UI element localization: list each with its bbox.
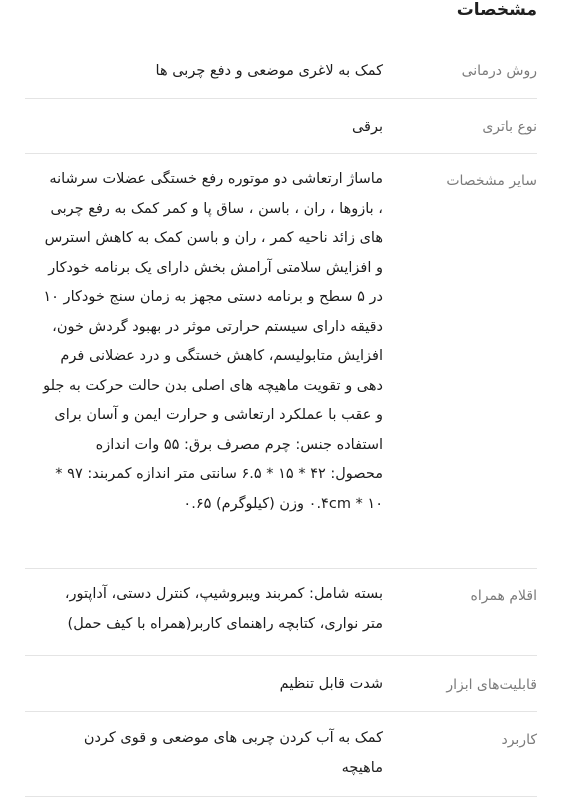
row-divider [25,98,537,99]
row-divider [25,796,537,797]
spec-value-usage: کمک به آب کردن چربی های موضعی و قوی کردن ماهیچه [83,730,383,776]
row-divider [25,655,537,656]
row-divider [25,711,537,712]
spec-label-treatment-method: روش درمانی [461,63,537,79]
row-divider [25,153,537,154]
section-title: مشخصات [456,0,537,20]
spec-label-included-items: اقلام همراه [470,588,537,604]
spec-value-treatment-method: کمک به لاغری موضعی و دفع چربی ها [155,63,383,79]
spec-label-other-specs: سایر مشخصات [446,173,537,189]
row-divider [25,568,537,569]
spec-value-other-specs: ماساژ ارتعاشی دو موتوره رفع خستگی عضلات سرشانه ، بازوها ، ران ، باسن ، ساق پا و کمر کمک به رفع چربی های زائد ناحیه کمر ، ران و باسن کمک به کاهش استرس و افزایش سلامتی آرامش بخش دارای یک برنامه خودکار در ۵ سطح و برنامه دستی مجهز به زمان سنج خودکار ۱۰ دقیقه دارای سیستم حرارتی موثر در بهبود گردش خون، افزایش متابولیسم، کاهش خستگی و درد عضلانی فرم دهی و تقویت ماهیچه های اصلی بدن حالت حرکت به جلو و عقب با عملکرد ارتعاشی و حرارت ایمن و آسان برای استفاده جنس: چرم مصرف برق: ۵۵ وات اندازه محصول: ۴۲ * ۱۵ * ۶.۵ سانتی متر اندازه کمربند: ۹۷ * ۱۰ * ۰.۴cm وزن (کیلوگرم) ۰.۶۵ [43,171,383,512]
spec-label-usage: کاربرد [501,732,537,748]
spec-value-battery-type: برقی [351,119,383,135]
spec-label-battery-type: نوع باتری [482,119,537,135]
spec-value-included-items: بسته شامل: کمربند ویبروشیپ، کنترل دستی، آداپتور، متر نواری، کتابچه راهنمای کاربر(همراه با کیف حمل) [64,586,383,632]
spec-label-tool-features: قابلیت‌های ابزار [446,677,537,693]
spec-value-tool-features: شدت قابل تنظیم [279,676,383,692]
